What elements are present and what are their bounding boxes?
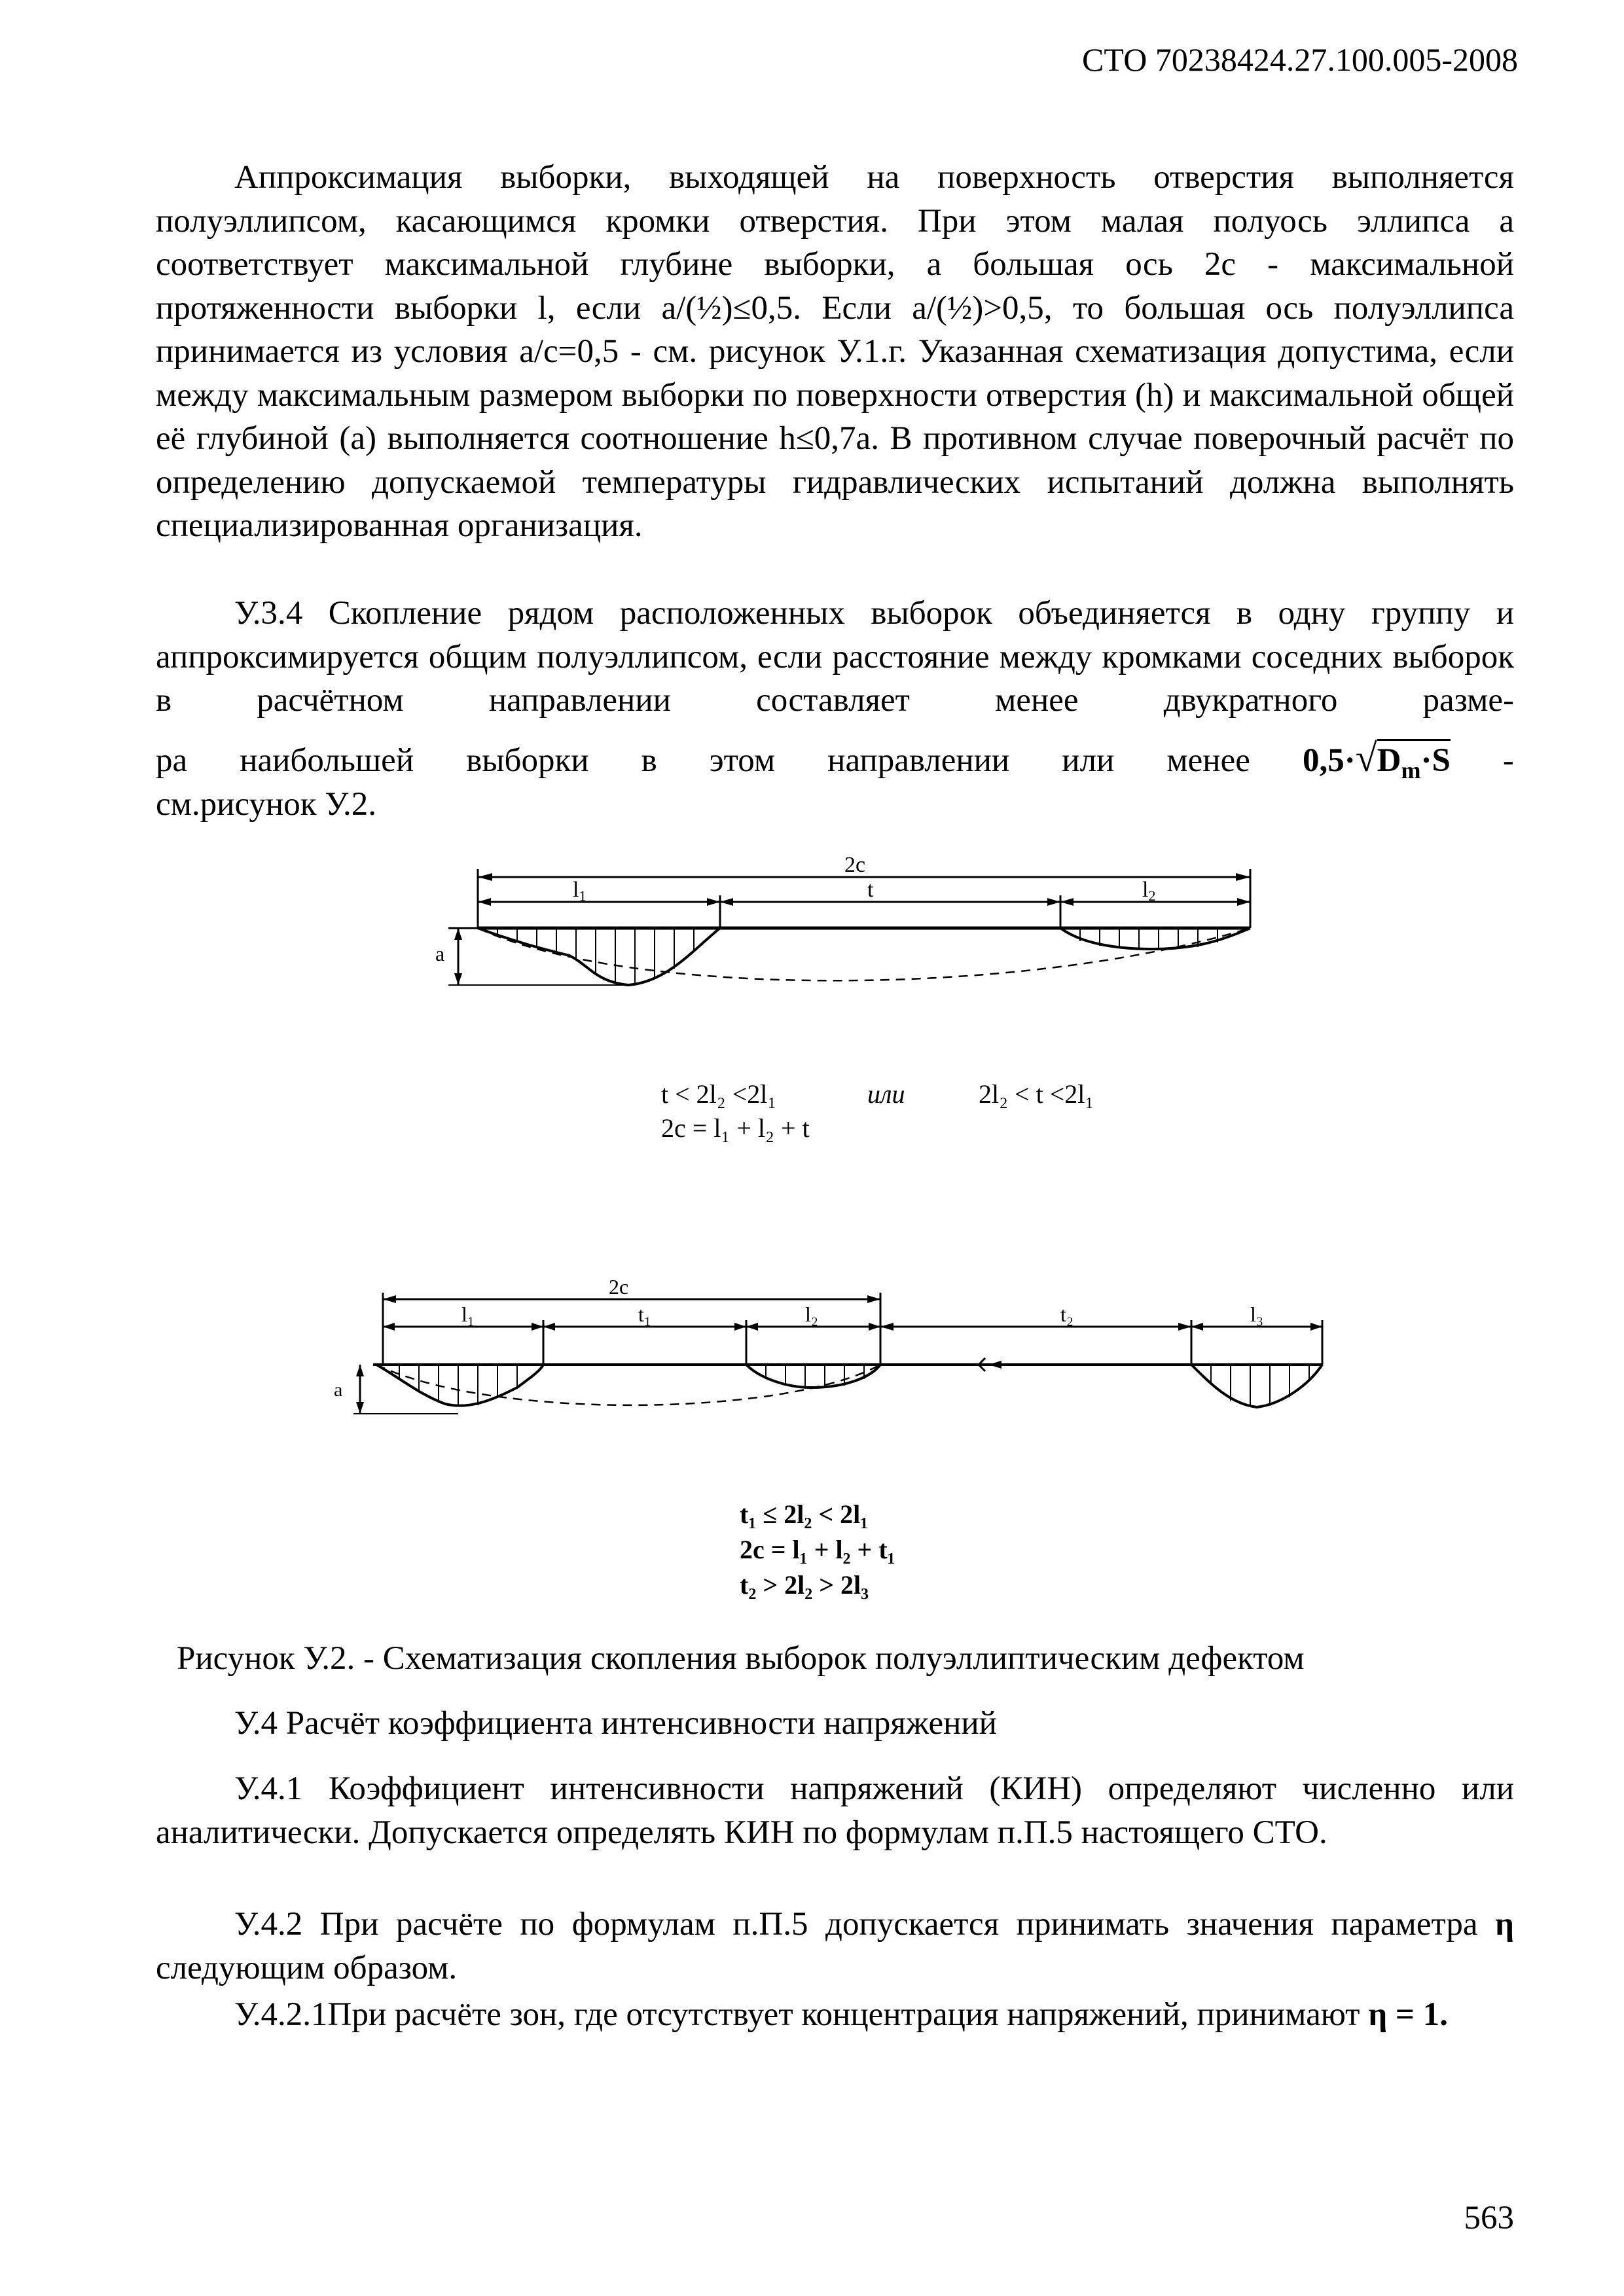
fig1-formula-1: t < 2l₂ <2l₁ bbox=[661, 1079, 777, 1109]
fig1-label-a: a bbox=[435, 942, 445, 965]
word: ра bbox=[156, 742, 188, 779]
fig1-formula-or: или bbox=[867, 1079, 905, 1109]
formula-coef: 0,5· bbox=[1302, 742, 1356, 779]
fig2-label-l2: l₂ bbox=[805, 1302, 819, 1326]
fig2-label-t2: t₂ bbox=[1060, 1302, 1074, 1326]
word: - bbox=[1502, 742, 1514, 779]
eta-equals-one: η = 1. bbox=[1368, 1996, 1448, 2033]
sqrt-body bbox=[1377, 739, 1451, 784]
fig2-label-l1: l₁ bbox=[461, 1302, 475, 1326]
fig1-formula-2: 2c = l₁ + l₂ + t bbox=[661, 1113, 810, 1143]
fig2-label-2c: 2c bbox=[609, 1280, 629, 1299]
page-number: 563 bbox=[1464, 2200, 1514, 2236]
fig2-label-l3: l₃ bbox=[1250, 1302, 1264, 1326]
figure-2-schematic bbox=[327, 1280, 1348, 1437]
fig1-label-t: t bbox=[867, 878, 874, 902]
paragraph-u41: У.4.1 Коэффициент интенсивности напряжений (КИН) определяют численно или аналитически. Допускается определять КИН по формулам п.П.5 настоящего СТО. bbox=[156, 1770, 1514, 1851]
word: направлении bbox=[827, 742, 1010, 779]
word: в bbox=[641, 742, 657, 779]
sqrt-sign: √ bbox=[1355, 736, 1377, 780]
paragraph-u334-formula-line bbox=[156, 736, 1514, 784]
figure-1-schematic bbox=[432, 851, 1270, 1021]
fig1-label-2c: 2c bbox=[844, 853, 866, 877]
fig1-label-l1: l1 bbox=[573, 878, 586, 904]
figure-caption: Рисунок У.2. - Схематизация скопления выборок полуэллиптическим дефектом bbox=[177, 1640, 1305, 1677]
section-heading-u4: У.4 Расчёт коэффициента интенсивности напряжений bbox=[234, 1705, 997, 1742]
word: или bbox=[1062, 742, 1115, 779]
formula-s: ·S bbox=[1420, 742, 1451, 779]
u421-text: У.4.2.1При расчёте зон, где отсутствует концентрация напряжений, принимают bbox=[234, 1996, 1360, 2033]
fig2-formula-2: 2c = l₁ + l₂ + t₁ bbox=[740, 1535, 895, 1564]
u42-text-a: У.4.2 При расчёте по формулам п.П.5 допускается принимать значения параметра bbox=[234, 1906, 1478, 1943]
eta-symbol: η bbox=[1495, 1906, 1515, 1943]
word: менее bbox=[1166, 742, 1250, 779]
paragraph-u334-end: см.рисунок У.2. bbox=[156, 786, 377, 823]
u42-text-b: следующим образом. bbox=[156, 1949, 458, 1986]
formula-d: D bbox=[1377, 742, 1401, 779]
fig2-formula-1: t₁ ≤ 2l₂ < 2l₁ bbox=[740, 1499, 869, 1529]
fig1-formula-1-right: 2l₂ < t <2l₁ bbox=[979, 1079, 1094, 1109]
formula-sqrt bbox=[1303, 736, 1451, 784]
paragraph-u421 bbox=[156, 1993, 1514, 2037]
document-code-header: СТО 70238424.27.100.005-2008 bbox=[1082, 41, 1518, 78]
fig2-label-a: a bbox=[334, 1379, 343, 1401]
paragraph-u334: У.3.4 Скопление рядом расположенных выборок объединяется в одну группу и аппроксимируется общим полуэллипсом, если расстояние между кромками соседних выборок в расчётном направлении составляет менее двукратного разме- bbox=[156, 595, 1514, 719]
fig2-formula-3: t₂ > 2l₂ > 2l₃ bbox=[740, 1570, 869, 1600]
formula-d-sub: m bbox=[1401, 757, 1421, 784]
word: наибольшей bbox=[240, 742, 414, 779]
fig2-label-t1: t₁ bbox=[638, 1302, 652, 1326]
word: выборки bbox=[466, 742, 589, 779]
paragraph-u42 bbox=[156, 1903, 1514, 1990]
paragraph-approximation: Аппроксимация выборки, выходящей на поверхность отверстия выполняется полуэллипсом, касающимся кромки отверстия. При этом малая полуось эллипса а соответствует максимальной глубине выборки, а большая ось 2с - максимальной протяженности выборки l, если а/(½)≤0,5. Если а/(½)>0,5, то большая ось полуэллипса принимается из условия а/с=0,5 - см. рисунок У.1.г. Указанная схематизация допустима, если между максимальным размером выборки по поверхности отверстия (h) и максимальной общей её глубиной (а) выполняется соотношение h≤0,7а. В противном случае поверочный расчёт по определению допускаемой температуры гидравлических испытаний должна выполнять специализированная организация. bbox=[156, 159, 1514, 544]
fig1-label-l2: l2 bbox=[1142, 878, 1156, 904]
word: этом bbox=[709, 742, 776, 779]
